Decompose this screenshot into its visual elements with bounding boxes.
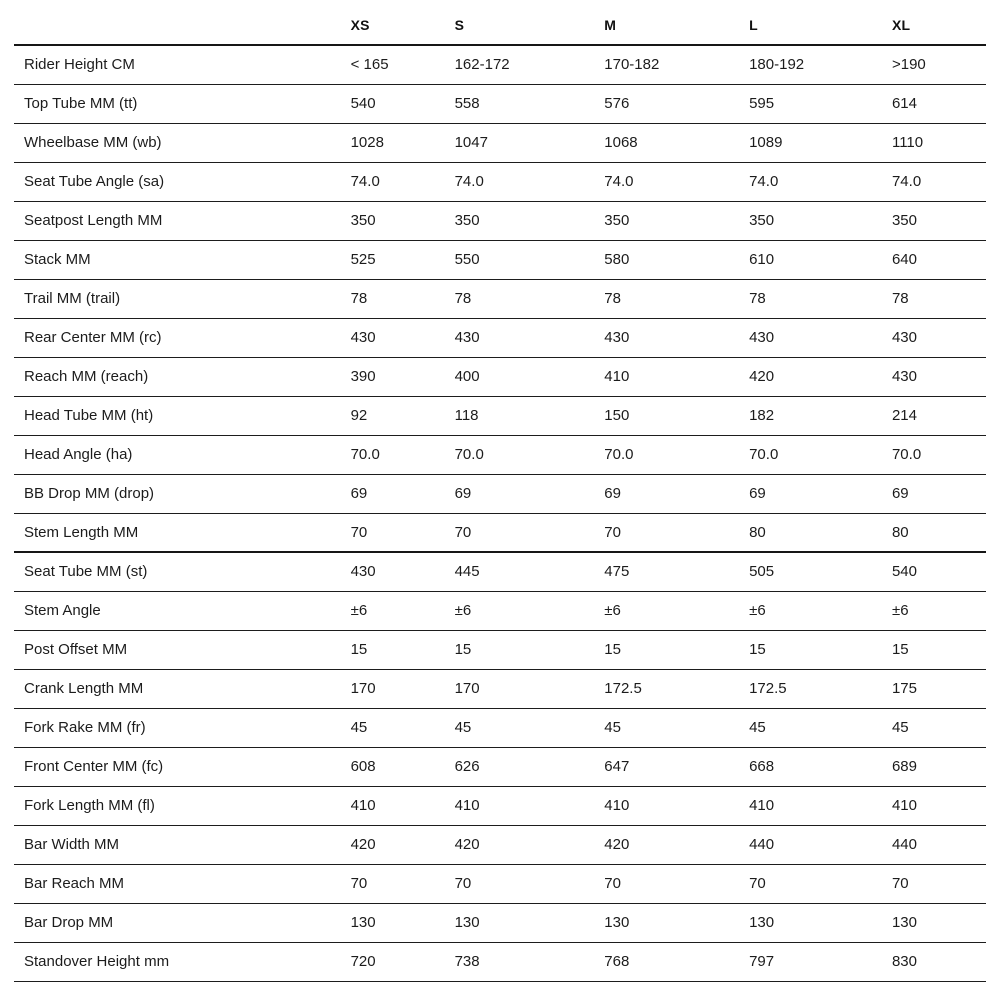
cell-value: 69	[350, 485, 368, 502]
cell-value: 15	[350, 641, 368, 658]
cell-value: 15	[891, 641, 909, 658]
header-size-s: S	[445, 0, 595, 45]
cell-value: 540	[891, 563, 917, 581]
cell-value: 440	[891, 836, 917, 853]
cell-value: 420	[604, 836, 630, 853]
cell-value: 15	[454, 641, 472, 658]
cell-value: 130	[749, 914, 775, 931]
header-size-m: M	[594, 0, 739, 45]
cell-value: 130	[454, 914, 480, 931]
table-row	[14, 669, 986, 708]
table-row	[14, 630, 986, 669]
cell-value: 797	[749, 953, 775, 970]
cell-value: 45	[749, 719, 766, 736]
header-corner-cell	[14, 0, 341, 45]
cell-value: 430	[891, 368, 917, 385]
cell-value: 350	[454, 212, 480, 229]
cell-value: ±6	[350, 602, 368, 619]
table-row	[14, 84, 986, 123]
cell-value: ±6	[454, 602, 472, 619]
cell-value: 70.0	[350, 446, 380, 463]
cell-value: 70	[604, 523, 621, 541]
cell-value: 420	[350, 836, 376, 853]
cell-value: 74.0	[454, 173, 484, 190]
cell-value: 172.5	[749, 680, 787, 697]
cell-value: < 165	[350, 56, 389, 74]
cell-value: 738	[454, 953, 480, 970]
cell-value: 430	[604, 329, 630, 346]
cell-value: 74.0	[891, 173, 922, 190]
table-row	[14, 591, 986, 630]
cell-value: 525	[350, 251, 376, 268]
table-row	[14, 45, 986, 84]
cell-value: 70	[350, 523, 368, 541]
table-row	[14, 123, 986, 162]
cell-value: 1028	[350, 134, 384, 151]
header-size-xs: XS	[341, 0, 445, 45]
cell-value: 170	[350, 680, 376, 697]
cell-value: 214	[891, 407, 917, 424]
cell-value: 350	[891, 212, 917, 229]
row-label: Trail MM (trail)	[24, 290, 121, 307]
row-label: Seat Tube Angle (sa)	[24, 173, 165, 190]
cell-value: 70	[604, 875, 621, 892]
cell-value: 69	[454, 485, 472, 502]
cell-value: 70	[350, 875, 368, 892]
table-row	[14, 747, 986, 786]
row-label: Rear Center MM (rc)	[24, 329, 162, 346]
cell-value: 505	[749, 563, 775, 581]
row-label: Fork Rake MM (fr)	[24, 719, 146, 736]
cell-value: 350	[604, 212, 630, 229]
table-row	[14, 825, 986, 864]
table-row	[14, 357, 986, 396]
cell-value: 614	[891, 95, 917, 112]
cell-value: 558	[454, 95, 480, 112]
row-label: Bar Width MM	[24, 836, 120, 853]
cell-value: 15	[604, 641, 621, 658]
table-row	[14, 201, 986, 240]
cell-value: 118	[454, 407, 479, 424]
cell-value: 170	[454, 680, 480, 697]
table-row	[14, 513, 986, 552]
cell-value: 45	[604, 719, 621, 736]
cell-value: 400	[454, 368, 480, 385]
cell-value: 626	[454, 758, 480, 775]
row-label: Head Angle (ha)	[24, 446, 133, 463]
row-label: Stem Angle	[24, 602, 101, 619]
cell-value: 430	[350, 563, 376, 581]
cell-value: 350	[350, 212, 376, 229]
table-row	[14, 903, 986, 942]
cell-value: 410	[350, 797, 376, 814]
row-label: Bar Reach MM	[24, 875, 125, 892]
cell-value: 74.0	[350, 173, 380, 190]
cell-value: 430	[454, 329, 480, 346]
cell-value: ±6	[891, 602, 909, 619]
cell-value: 540	[350, 95, 376, 112]
cell-value: 410	[604, 368, 630, 385]
cell-value: 92	[350, 407, 368, 424]
cell-value: ±6	[604, 602, 621, 619]
table-row	[14, 240, 986, 279]
cell-value: ±6	[749, 602, 766, 619]
cell-value: 420	[454, 836, 480, 853]
cell-value: 130	[604, 914, 630, 931]
cell-value: 74.0	[749, 173, 779, 190]
cell-value: 720	[350, 953, 376, 970]
cell-value: 172.5	[604, 680, 642, 697]
row-label: Seatpost Length MM	[24, 212, 163, 229]
row-label: Reach MM (reach)	[24, 368, 149, 385]
row-label: BB Drop MM (drop)	[24, 485, 155, 502]
cell-value: 78	[350, 290, 368, 307]
header-row	[14, 0, 986, 45]
cell-value: 1089	[749, 134, 783, 151]
cell-value: 475	[604, 563, 630, 581]
cell-value: 430	[749, 329, 775, 346]
cell-value: 430	[891, 329, 917, 346]
geometry-table	[14, 0, 986, 982]
cell-value: 550	[454, 251, 480, 268]
row-label: Stem Length MM	[24, 523, 139, 541]
cell-value: 595	[749, 95, 775, 112]
row-label: Wheelbase MM (wb)	[24, 134, 162, 151]
row-label: Crank Length MM	[24, 680, 144, 697]
table-row	[14, 162, 986, 201]
cell-value: 69	[891, 485, 909, 502]
row-label: Fork Length MM (fl)	[24, 797, 155, 814]
cell-value: 430	[350, 329, 376, 346]
cell-value: 78	[891, 290, 909, 307]
cell-value: 1047	[454, 134, 488, 151]
cell-value: 69	[749, 485, 766, 502]
cell-value: 390	[350, 368, 376, 385]
cell-value: 608	[350, 758, 376, 775]
row-label: Rider Height CM	[24, 56, 135, 74]
table-row	[14, 435, 986, 474]
row-label: Standover Height mm	[24, 953, 170, 970]
row-label: Post Offset MM	[24, 641, 128, 658]
cell-value: 15	[749, 641, 766, 658]
cell-value: 78	[749, 290, 766, 307]
cell-value: >190	[891, 56, 926, 74]
cell-value: 175	[891, 680, 917, 697]
cell-value: 45	[891, 719, 909, 736]
cell-value: 70	[454, 523, 472, 541]
cell-value: 170-182	[604, 56, 660, 74]
cell-value: 78	[454, 290, 472, 307]
cell-value: 410	[604, 797, 630, 814]
cell-value: 647	[604, 758, 630, 775]
cell-value: 689	[891, 758, 917, 775]
cell-value: 768	[604, 953, 630, 970]
cell-value: 45	[350, 719, 368, 736]
cell-value: 610	[749, 251, 775, 268]
cell-value: 45	[454, 719, 472, 736]
cell-value: 69	[604, 485, 621, 502]
cell-value: 580	[604, 251, 630, 268]
cell-value: 70.0	[891, 446, 922, 463]
cell-value: 1068	[604, 134, 638, 151]
cell-value: 830	[891, 953, 917, 970]
row-label: Head Tube MM (ht)	[24, 407, 154, 424]
row-label: Bar Drop MM	[24, 914, 114, 931]
table-row	[14, 474, 986, 513]
cell-value: 410	[891, 797, 917, 814]
cell-value: 150	[604, 407, 630, 424]
cell-value: 78	[604, 290, 621, 307]
cell-value: 70.0	[604, 446, 634, 463]
table-row	[14, 279, 986, 318]
cell-value: 410	[749, 797, 775, 814]
cell-value: 440	[749, 836, 775, 853]
cell-value: 70	[749, 875, 766, 892]
row-label: Front Center MM (fc)	[24, 758, 164, 775]
cell-value: 1110	[891, 134, 924, 151]
cell-value: 70	[891, 875, 909, 892]
cell-value: 640	[891, 251, 917, 268]
table-row	[14, 708, 986, 747]
cell-value: 74.0	[604, 173, 634, 190]
cell-value: 70	[454, 875, 472, 892]
cell-value: 182	[749, 407, 775, 424]
table-row	[14, 396, 986, 435]
table-row	[14, 864, 986, 903]
cell-value: 80	[891, 523, 909, 541]
row-label: Top Tube MM (tt)	[24, 95, 138, 112]
header-size-l: L	[739, 0, 882, 45]
table-row	[14, 942, 986, 981]
cell-value: 410	[454, 797, 480, 814]
row-label: Stack MM	[24, 251, 91, 268]
cell-value: 130	[891, 914, 917, 931]
cell-value: 576	[604, 95, 630, 112]
cell-value: 70.0	[749, 446, 779, 463]
cell-value: 420	[749, 368, 775, 385]
cell-value: 350	[749, 212, 775, 229]
cell-value: 162-172	[454, 56, 510, 74]
cell-value: 70.0	[454, 446, 484, 463]
cell-value: 668	[749, 758, 775, 775]
table-row	[14, 318, 986, 357]
cell-value: 445	[454, 563, 480, 581]
table-row	[14, 786, 986, 825]
table-row	[14, 552, 986, 591]
cell-value: 180-192	[749, 56, 805, 74]
cell-value: 80	[749, 523, 766, 541]
header-size-xl: XL	[882, 0, 986, 45]
cell-value: 130	[350, 914, 376, 931]
row-label: Seat Tube MM (st)	[24, 563, 148, 581]
